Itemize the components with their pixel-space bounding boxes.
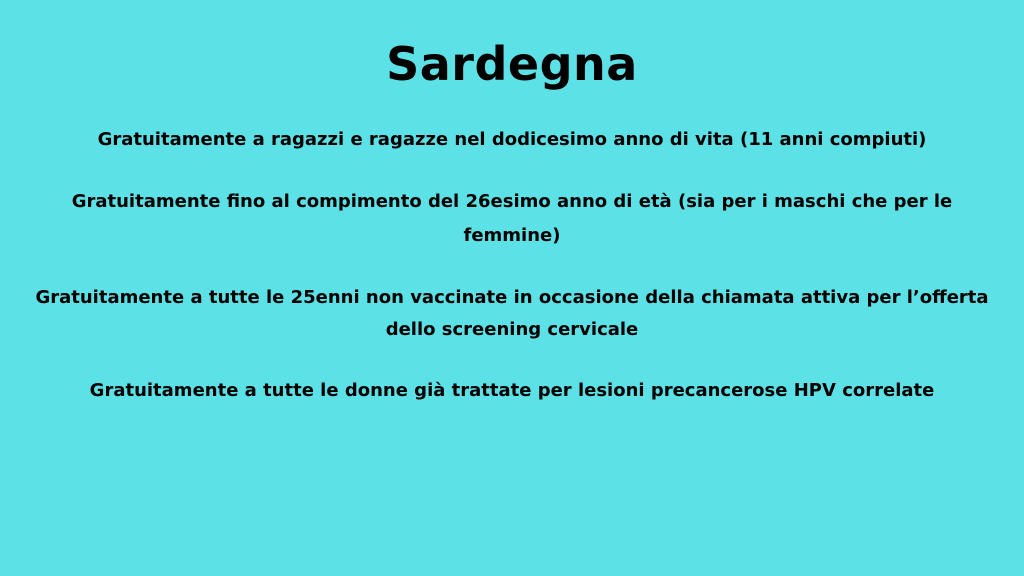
offer-item-4-line-1: Gratuitamente a tutte le donne già trattate per lesioni precancerose HPV correlate	[89, 380, 935, 401]
offer-item-1-line-1: Gratuitamente a ragazzi e ragazze nel dodicesimo anno di vita (11 anni compiuti)	[97, 129, 927, 150]
offer-item-3-line-2: dello screening cervicale	[385, 319, 639, 340]
offer-item-2-line-2: femmine)	[463, 225, 561, 246]
offer-item-3-line-1: Gratuitamente a tutte le 25enni non vaccinate in occasione della chiamata attiva per l’offerta	[35, 287, 989, 308]
offer-item-2-line-1: Gratuitamente fino al compimento del 26esimo anno di età (sia per i maschi che per le	[71, 191, 953, 212]
slide-title: Sardegna	[386, 37, 638, 91]
